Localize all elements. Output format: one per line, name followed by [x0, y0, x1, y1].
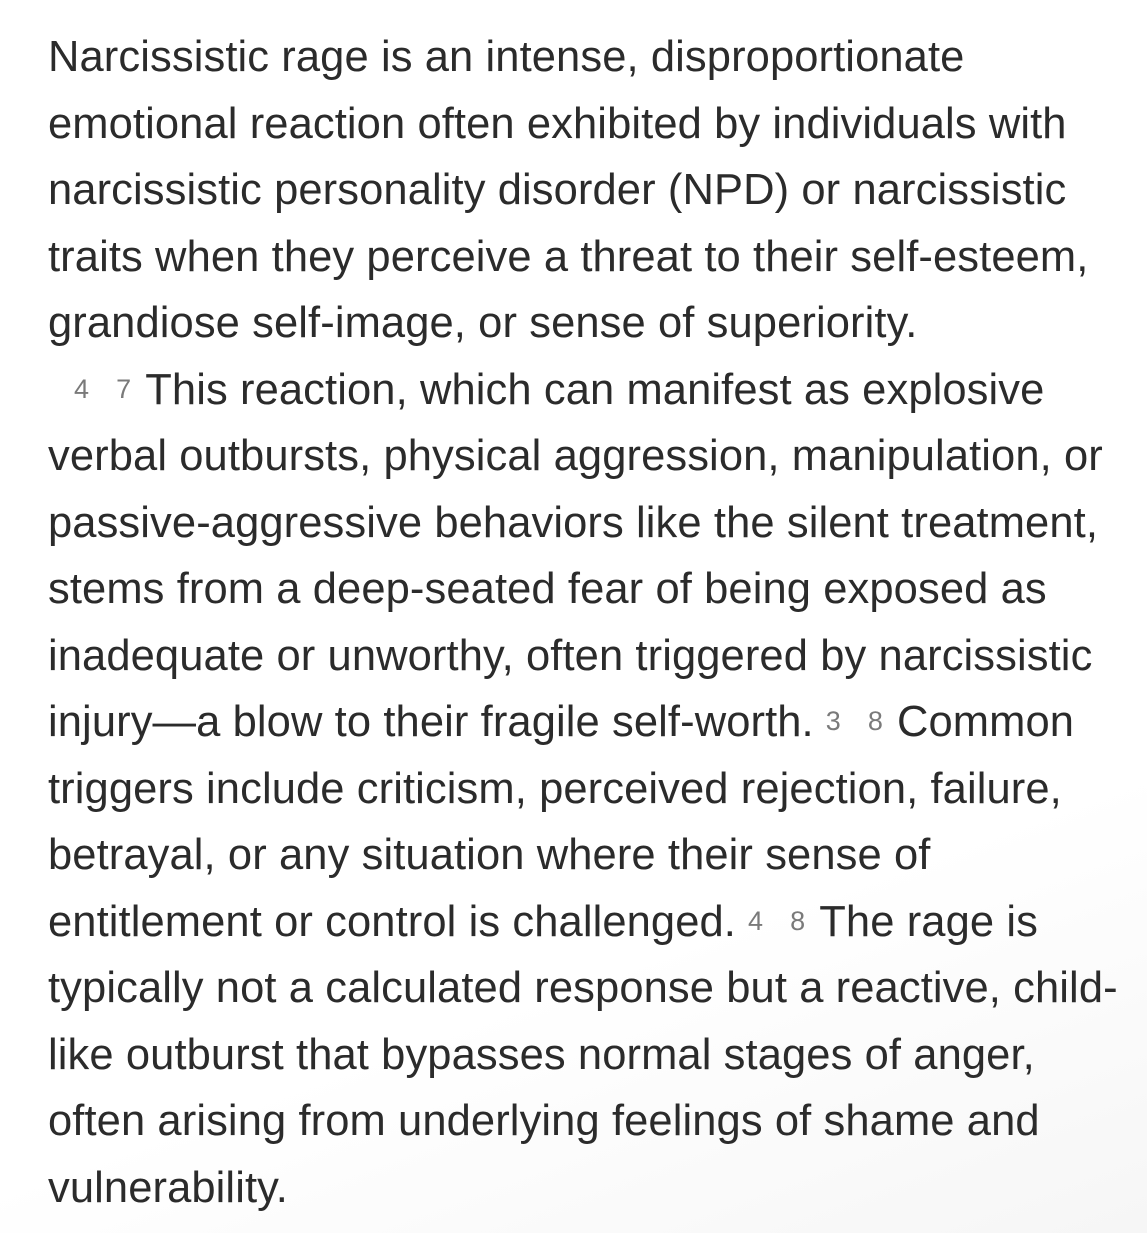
citation-link[interactable]: 4 — [748, 905, 764, 936]
citation-link[interactable]: 7 — [116, 373, 132, 404]
article-paragraph — [48, 24, 1133, 1221]
citation-link[interactable]: 8 — [867, 706, 883, 736]
paragraph-text: Narcissistic rage is an intense, disproportionate emotional reaction often exhibited by individuals with narcissistic personality disorder (NPD) or narcissistic traits when they perceive a threat to their self-esteem, grandiose self-image, or sense of superiority. — [48, 33, 1089, 347]
citation-link[interactable]: 8 — [790, 905, 806, 936]
paragraph-text: This reaction, which can manifest as explosive verbal outbursts, physical aggression, manipulation, or passive-aggressive behaviors like the silent treatment, stems from a deep-seated fear of being exposed as inadequate or unworthy, often triggered by narcissistic injury—a blow to their fragile self-worth. — [48, 365, 1103, 746]
citation-link[interactable]: 3 — [825, 706, 841, 736]
paragraph-text: The rage is typically not a calculated response but a reactive, child-like outburst that bypasses normal stages of anger, often arising from underlying feelings of shame and vulnerability. — [48, 897, 1118, 1212]
citation-link[interactable]: 4 — [74, 373, 90, 404]
paragraph-text: Common triggers include criticism, perceived rejection, failure, betrayal, or any situation where their sense of entitlement or control is challenged. — [48, 698, 1075, 946]
